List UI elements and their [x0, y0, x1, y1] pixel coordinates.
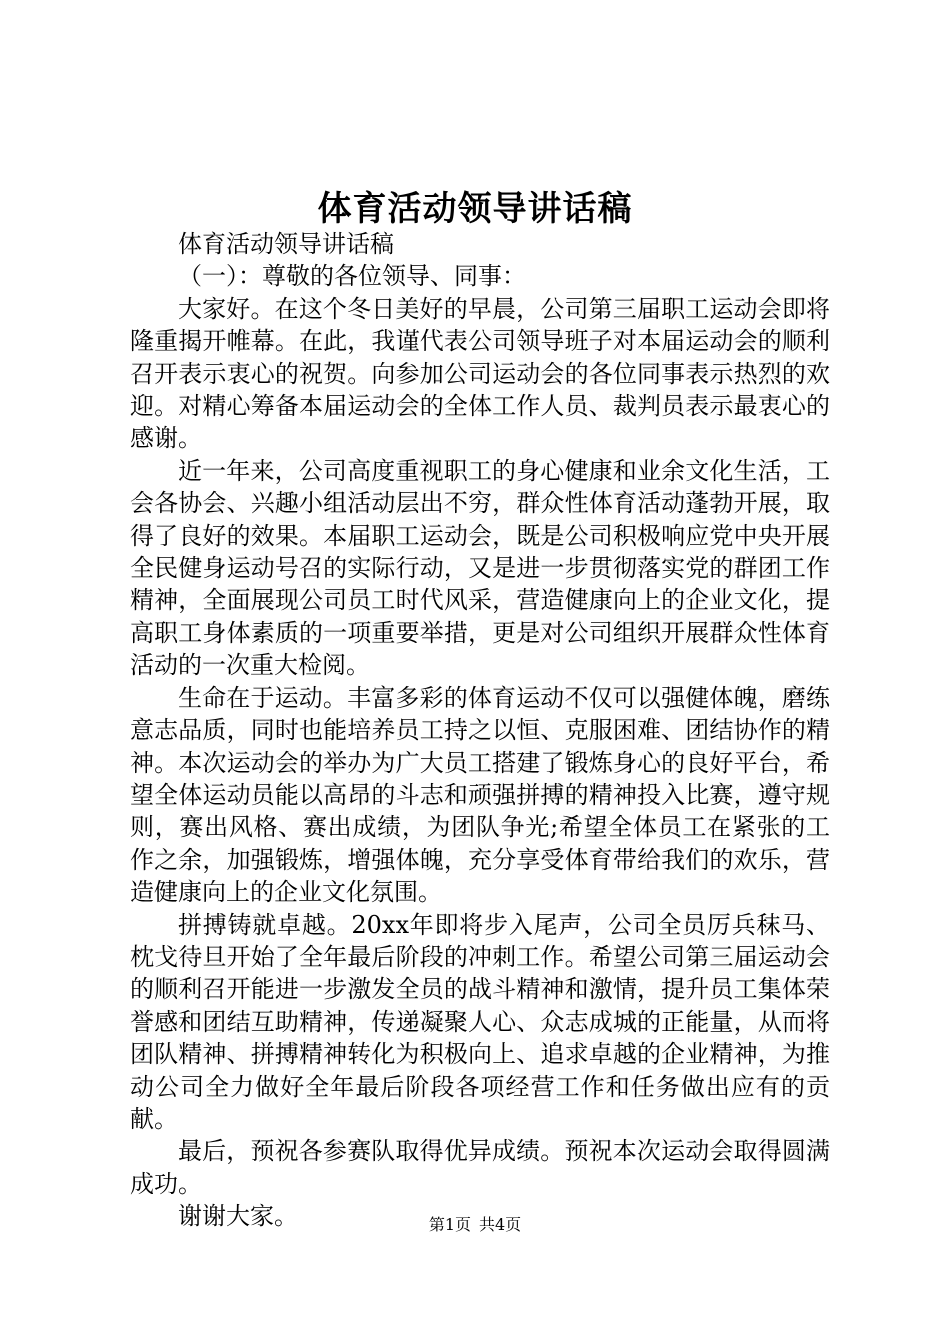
paragraph: 拼搏铸就卓越。20xx年即将步入尾声，公司全员厉兵秣马、枕戈待旦开始了全年最后阶段的冲刺工作。希望公司第三届运动会的顺利召开能进一步激发全员的战斗精神和激情，提升员工集体荣誉感和团结互助精神，传递凝聚人心、众志成城的正能量，从而将团队精神、拼搏精神转化为积极向上、追求卓越的企业精神，为推动公司全力做好全年最后阶段各项经营工作和任务做出应有的贡献。 [130, 910, 830, 1133]
page-footer [0, 1214, 950, 1236]
paragraph-salutation: （一）：尊敬的各位领导、同事： [178, 262, 526, 291]
paragraph-closing: 谢谢大家。 [178, 1202, 298, 1231]
paragraph: 近一年来，公司高度重视职工的身心健康和业余文化生活，工会各协会、兴趣小组活动层出不穷，群众性体育活动蓬勃开展，取得了良好的效果。本届职工运动会，既是公司积极响应党中央开展全民健身运动号召的实际行动，又是进一步贯彻落实党的群团工作精神，全面展现公司员工时代风采，营造健康向上的企业文化，提高职工身体素质的一项重要举措，更是对公司组织开展群众性体育活动的一次重大检阅。 [130, 456, 830, 680]
document-title: 体育活动领导讲话稿 [317, 189, 633, 229]
paragraph-subtitle: 体育活动领导讲话稿 [178, 230, 394, 258]
paragraph: 最后，预祝各参赛队取得优异成绩。预祝本次运动会取得圆满成功。 [130, 1137, 830, 1198]
page-number: 第1页 [428, 1215, 471, 1234]
paragraph: 大家好。在这个冬日美好的早晨，公司第三届职工运动会即将隆重揭开帷幕。在此，我谨代表公司领导班子对本届运动会的顺利召开表示衷心的祝贺。向参加公司运动会的各位同事表示热烈的欢迎。对精心筹备本届运动会的全体工作人员、裁判员表示最衷心的感谢。 [130, 294, 830, 453]
paragraph: 生命在于运动。丰富多彩的体育运动不仅可以强健体魄，磨练意志品质，同时也能培养员工持之以恒、克服困难、团结协作的精神。本次运动会的举办为广大员工搭建了锻炼身心的良好平台，希望全体运动员能以高昂的斗志和顽强拼搏的精神投入比赛，遵守规则，赛出风格、赛出成绩，为团队争光;希望全体员工在紧张的工作之余，加强锻炼，增强体魄，充分享受体育带给我们的欢乐，营造健康向上的企业文化氛围。 [130, 683, 830, 907]
document-body [130, 228, 830, 1233]
page-total: 共4页 [479, 1215, 522, 1234]
